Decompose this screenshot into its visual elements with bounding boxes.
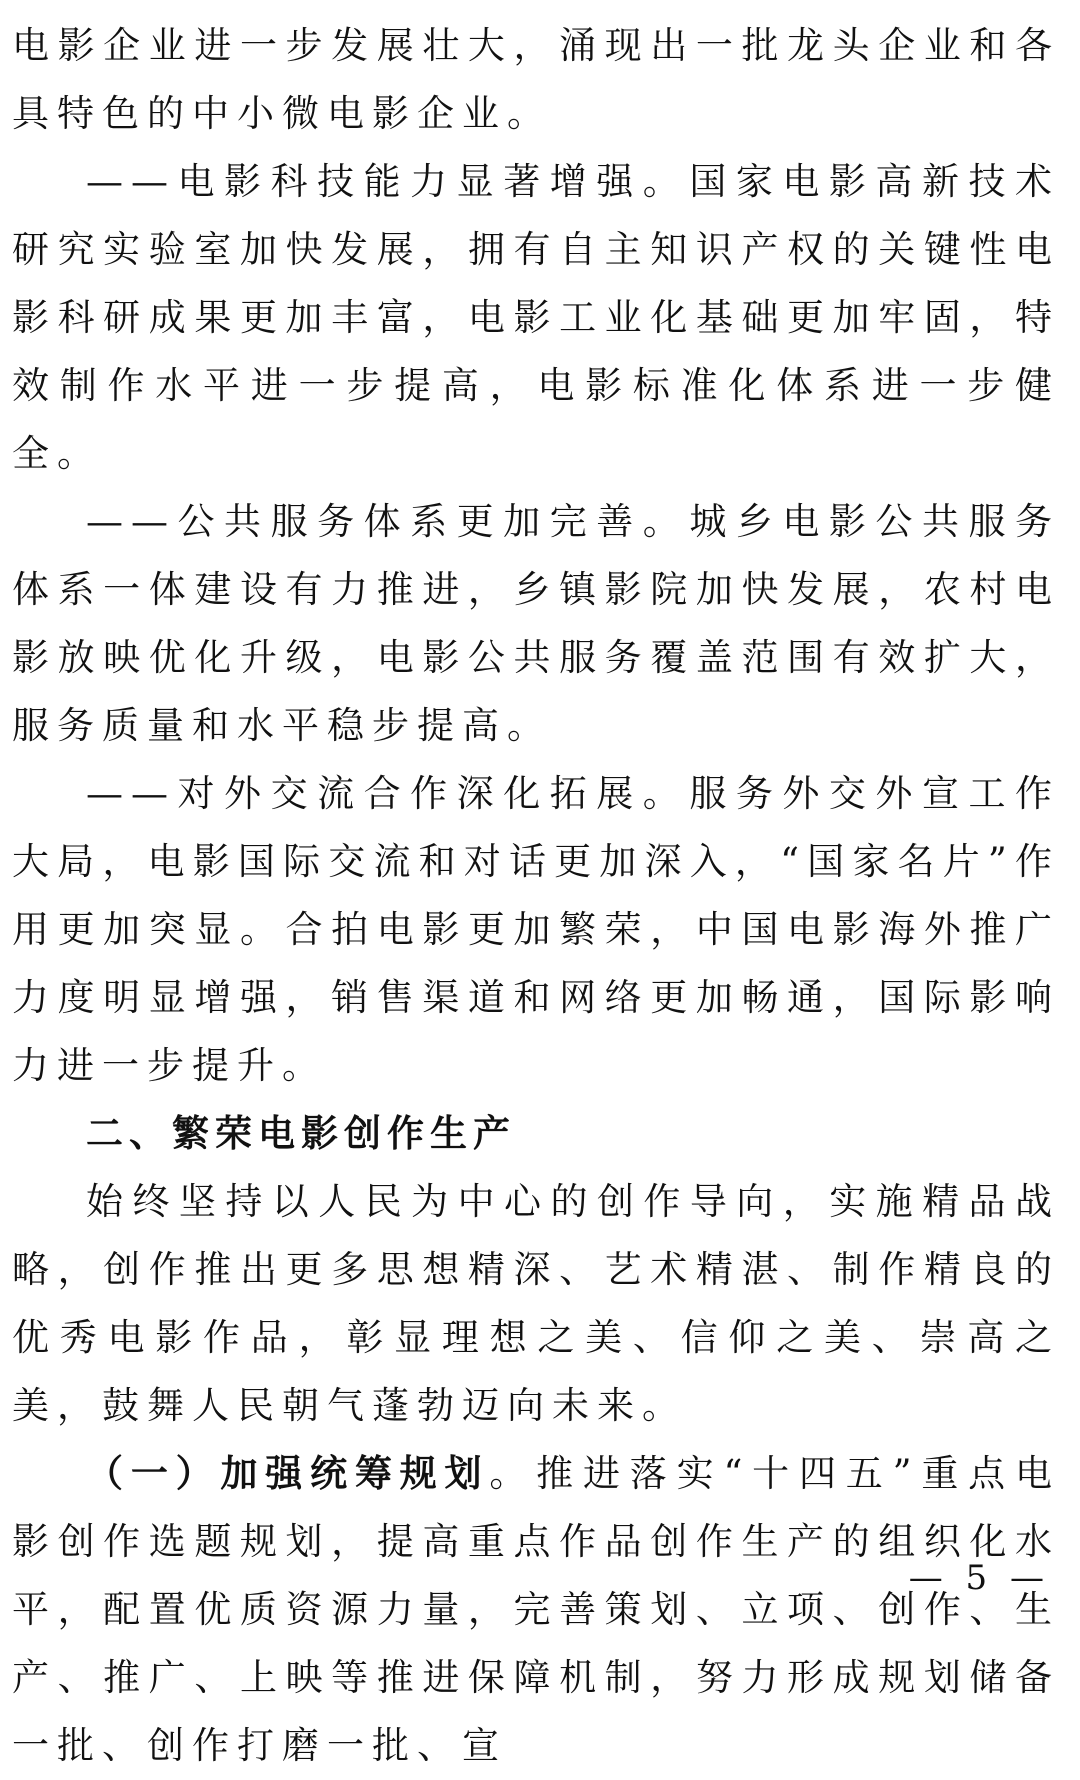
section-intro-paragraph: 始终坚持以人民为中心的创作导向，实施精品战略，创作推出更多思想精深、艺术精湛、制作精良的优秀电影作品，彰显理想之美、信仰之美、崇高之美，鼓舞人民朝气蓬勃迈向未来。 (12, 1180, 1060, 1427)
subsection-body: 。推进落实“十四五”重点电影创作选题规划，提高重点作品创作生产的组织化水平，配置优质资源力量，完善策划、立项、创作、生产、推广、上映等推进保障机制，努力形成规划储备一批、创作打磨一批、宣 (12, 1452, 1060, 1767)
subsection-paragraph (12, 1440, 1060, 1780)
document-page (12, 12, 1060, 1780)
subsection-lead: （一）加强统筹规划 (86, 1452, 490, 1495)
body-paragraph-1: 电影企业进一步发展壮大，涌现出一批龙头企业和各具特色的中小微电影企业。 (12, 24, 1060, 135)
page-number: — 5 — (908, 1558, 1050, 1598)
body-paragraph-2: ——电影科技能力显著增强。国家电影高新技术研究实验室加快发展，拥有自主知识产权的关键性电影科研成果更加丰富，电影工业化基础更加牢固，特效制作水平进一步提高，电影标准化体系进一步健全。 (12, 160, 1060, 475)
body-paragraph-4: ——对外交流合作深化拓展。服务外交外宣工作大局，电影国际交流和对话更加深入，“国家名片”作用更加突显。合拍电影更加繁荣，中国电影海外推广力度明显增强，销售渠道和网络更加畅通，国际影响力进一步提升。 (12, 772, 1060, 1087)
section-heading: 二、繁荣电影创作生产 (86, 1112, 516, 1155)
body-paragraph-3: ——公共服务体系更加完善。城乡电影公共服务体系一体建设有力推进，乡镇影院加快发展，农村电影放映优化升级，电影公共服务覆盖范围有效扩大，服务质量和水平稳步提高。 (12, 500, 1060, 747)
